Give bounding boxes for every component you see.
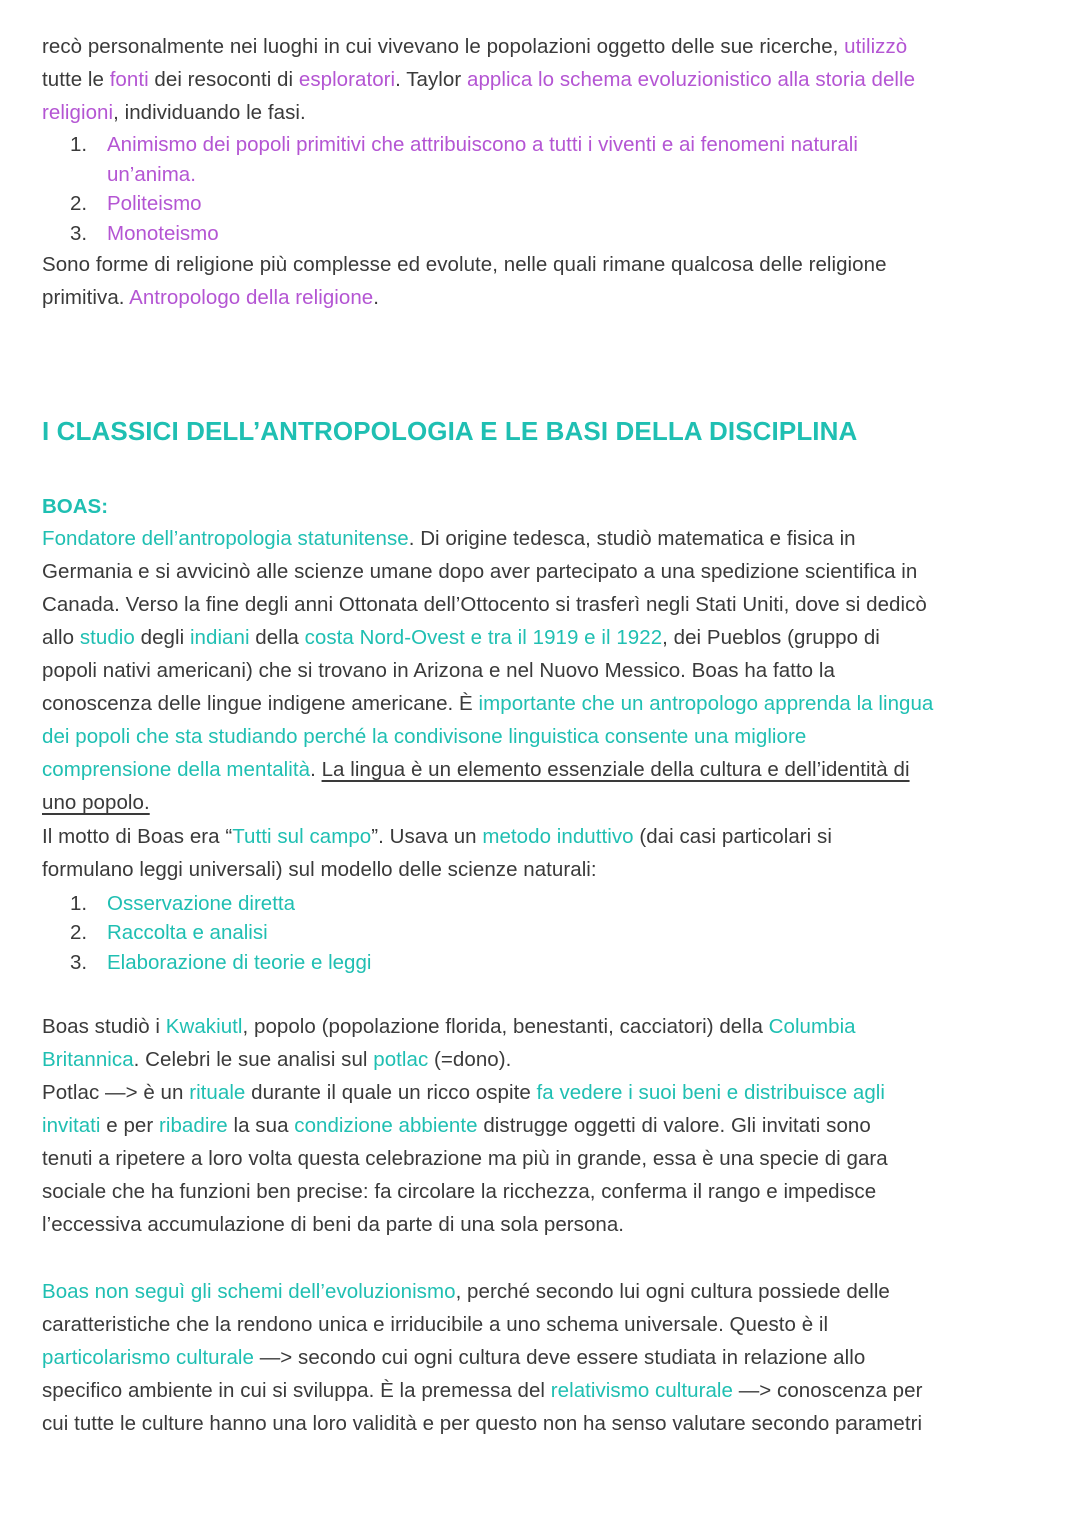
text-span: Potlac —> è un bbox=[42, 1081, 190, 1104]
text-span: . Taylor bbox=[395, 68, 467, 91]
list-text: un’anima. bbox=[107, 163, 196, 186]
text-span: Il motto di Boas era “ bbox=[42, 825, 233, 848]
text-span: formulano leggi universali) sul modello delle scienze naturali: bbox=[42, 858, 597, 881]
highlight-teal: dei popoli che sta studiando perché la condivisone linguistica consente una migliore bbox=[42, 725, 807, 748]
summary-line-2 bbox=[42, 281, 1047, 314]
highlight-teal: Kwakiutl bbox=[165, 1015, 243, 1038]
text-span: . bbox=[373, 286, 379, 309]
text-span: allo bbox=[42, 626, 80, 649]
boas-p3-line-1 bbox=[42, 1010, 1047, 1043]
boas-p1-line-7 bbox=[42, 720, 1047, 753]
highlight-teal: metodo induttivo bbox=[482, 825, 634, 848]
highlight-teal: potlac bbox=[373, 1048, 429, 1071]
list-text: Elaborazione di teorie e leggi bbox=[107, 951, 372, 974]
text-span: l’eccessiva accumulazione di beni da parte di una sola persona. bbox=[42, 1213, 625, 1236]
boas-p4-line-1 bbox=[42, 1076, 1047, 1109]
highlight-teal: invitati bbox=[42, 1114, 101, 1137]
boas-p2-line-1 bbox=[42, 820, 1047, 853]
highlight-purple: esploratori bbox=[298, 68, 396, 91]
boas-p4-line-3 bbox=[42, 1142, 1047, 1175]
highlight-teal: Boas non seguì gli schemi dell’evoluzionismo bbox=[42, 1280, 456, 1303]
highlight-teal: particolarismo culturale bbox=[42, 1346, 254, 1369]
text-span: caratteristiche che la rendono unica e irriducibile a uno schema universale. Questo è il bbox=[42, 1313, 829, 1336]
boas-p1-line-5 bbox=[42, 654, 1047, 687]
highlight-purple: utilizzò bbox=[844, 35, 908, 58]
highlight-teal: fa vedere i suoi beni e distribuisce agli bbox=[536, 1081, 885, 1104]
list-text: Osservazione diretta bbox=[107, 892, 296, 915]
text-span: , individuando le fasi. bbox=[113, 101, 306, 124]
list-number: 1. bbox=[70, 892, 88, 915]
highlight-purple: Antropologo della religione bbox=[129, 286, 374, 309]
text-span: (=dono). bbox=[428, 1048, 512, 1071]
section-title: I CLASSICI DELL’ANTROPOLOGIA E LE BASI DELLA DISCIPLINA bbox=[42, 416, 858, 446]
intro-line-1 bbox=[42, 30, 1047, 63]
boas-p1-line-1 bbox=[42, 522, 1047, 555]
boas-p1-line-8 bbox=[42, 753, 1047, 786]
text-span: dei resoconti di bbox=[148, 68, 299, 91]
highlight-purple: fonti bbox=[109, 68, 149, 91]
list-item-method-1 bbox=[70, 889, 1030, 919]
text-span: —> conoscenza per bbox=[732, 1379, 923, 1402]
boas-p5-line-2 bbox=[42, 1308, 1047, 1341]
text-span: durante il quale un ricco ospite bbox=[245, 1081, 537, 1104]
underlined-text: uno popolo. bbox=[42, 791, 150, 814]
list-item-phase-1 bbox=[70, 130, 1030, 190]
text-span: tutte le bbox=[42, 68, 110, 91]
text-span: Sono forme di religione più complesse ed evolute, nelle quali rimane qualcosa delle religione bbox=[42, 253, 887, 276]
text-span: recò personalmente nei luoghi in cui vivevano le popolazioni oggetto delle sue ricerche, bbox=[42, 35, 845, 58]
boas-p1-line-4 bbox=[42, 621, 1047, 654]
list-item-method-2 bbox=[70, 918, 1030, 948]
text-span: , dei Pueblos (gruppo di bbox=[662, 626, 880, 649]
highlight-teal: rituale bbox=[189, 1081, 246, 1104]
boas-p4-line-4 bbox=[42, 1175, 1047, 1208]
highlight-purple: applica lo schema evoluzionistico alla storia delle bbox=[467, 68, 916, 91]
list-text: Monoteismo bbox=[107, 222, 219, 245]
intro-line-2 bbox=[42, 63, 1047, 96]
summary-line-1 bbox=[42, 248, 1047, 281]
list-number: 3. bbox=[70, 951, 88, 974]
list-number: 2. bbox=[70, 921, 88, 944]
text-span: e per bbox=[100, 1114, 159, 1137]
text-span: sociale che ha funzioni ben precise: fa circolare la ricchezza, conferma il rango e impedisce bbox=[42, 1180, 877, 1203]
list-number: 2. bbox=[70, 192, 88, 215]
text-span: Canada. Verso la fine degli anni Ottonata dell’Ottocento si trasferì negli Stati Uniti, dove si dedicò bbox=[42, 593, 927, 616]
list-number: 3. bbox=[70, 222, 88, 245]
text-span: , popolo (popolazione florida, benestanti, cacciatori) della bbox=[242, 1015, 769, 1038]
text-span: , perché secondo lui ogni cultura possiede delle bbox=[455, 1280, 890, 1303]
highlight-teal: importante che un antropologo apprenda la lingua bbox=[478, 692, 934, 715]
text-span: la sua bbox=[227, 1114, 295, 1137]
highlight-purple: religioni bbox=[42, 101, 114, 124]
highlight-teal: Britannica bbox=[42, 1048, 134, 1071]
highlight-teal: relativismo culturale bbox=[550, 1379, 733, 1402]
boas-p2-line-2 bbox=[42, 853, 1047, 886]
boas-p4-line-5 bbox=[42, 1208, 1047, 1241]
text-span: . bbox=[310, 758, 322, 781]
text-span: distrugge oggetti di valore. Gli invitati sono bbox=[477, 1114, 871, 1137]
text-span: popoli nativi americani) che si trovano in Arizona e nel Nuovo Messico. Boas ha fatto la bbox=[42, 659, 835, 682]
highlight-teal: condizione abbiente bbox=[294, 1114, 478, 1137]
list-number: 1. bbox=[70, 133, 88, 156]
intro-line-3 bbox=[42, 96, 1047, 129]
boas-p1-line-9 bbox=[42, 786, 1047, 819]
list-item-method-3 bbox=[70, 948, 1030, 978]
text-span: primitiva. bbox=[42, 286, 130, 309]
highlight-teal: Tutti sul campo bbox=[232, 825, 372, 848]
list-text: Animismo dei popoli primitivi che attribuiscono a tutti i viventi e ai fenomeni naturali bbox=[107, 133, 858, 156]
text-span: specifico ambiente in cui si sviluppa. È la premessa del bbox=[42, 1379, 551, 1402]
text-span: Boas studiò i bbox=[42, 1015, 166, 1038]
list-item-phase-3 bbox=[70, 219, 1030, 249]
underlined-text: La lingua è un elemento essenziale della cultura e dell’identità di bbox=[321, 758, 910, 781]
boas-p5-line-1 bbox=[42, 1275, 1047, 1308]
text-span: Germania e si avvicinò alle scienze umane dopo aver partecipato a una spedizione scientifica in bbox=[42, 560, 918, 583]
boas-p5-line-3 bbox=[42, 1341, 1047, 1374]
text-span: ”. Usava un bbox=[371, 825, 483, 848]
text-span: degli bbox=[134, 626, 190, 649]
highlight-teal: studio bbox=[79, 626, 135, 649]
boas-heading: BOAS: bbox=[42, 495, 109, 518]
highlight-teal: indiani bbox=[189, 626, 250, 649]
boas-p5-line-4 bbox=[42, 1374, 1047, 1407]
boas-p1-line-3 bbox=[42, 588, 1047, 621]
boas-p4-line-2 bbox=[42, 1109, 1047, 1142]
text-span: cui tutte le culture hanno una loro validità e per questo non ha senso valutare secondo parametri bbox=[42, 1412, 923, 1435]
text-span: tenuti a ripetere a loro volta questa celebrazione ma più in grande, essa è una specie di gara bbox=[42, 1147, 888, 1170]
highlight-teal: costa Nord-Ovest e tra il 1919 e il 1922 bbox=[304, 626, 663, 649]
text-span: —> secondo cui ogni cultura deve essere studiata in relazione allo bbox=[253, 1346, 866, 1369]
boas-p3-line-2 bbox=[42, 1043, 1047, 1076]
boas-p5-line-5 bbox=[42, 1407, 1047, 1440]
boas-p1-line-2 bbox=[42, 555, 1047, 588]
list-text: Politeismo bbox=[107, 192, 202, 215]
highlight-teal: comprensione della mentalità bbox=[42, 758, 311, 781]
text-span: conoscenza delle lingue indigene americane. È bbox=[42, 692, 479, 715]
text-span: (dai casi particolari si bbox=[633, 825, 832, 848]
text-span: della bbox=[249, 626, 305, 649]
highlight-teal: Fondatore dell’antropologia statunitense bbox=[42, 527, 409, 550]
highlight-teal: ribadire bbox=[158, 1114, 228, 1137]
list-text: Raccolta e analisi bbox=[107, 921, 268, 944]
text-span: . Di origine tedesca, studiò matematica e fisica in bbox=[408, 527, 856, 550]
boas-p1-line-6 bbox=[42, 687, 1047, 720]
highlight-teal: Columbia bbox=[768, 1015, 856, 1038]
list-item-phase-2 bbox=[70, 189, 1030, 219]
text-span: . Celebri le sue analisi sul bbox=[133, 1048, 374, 1071]
